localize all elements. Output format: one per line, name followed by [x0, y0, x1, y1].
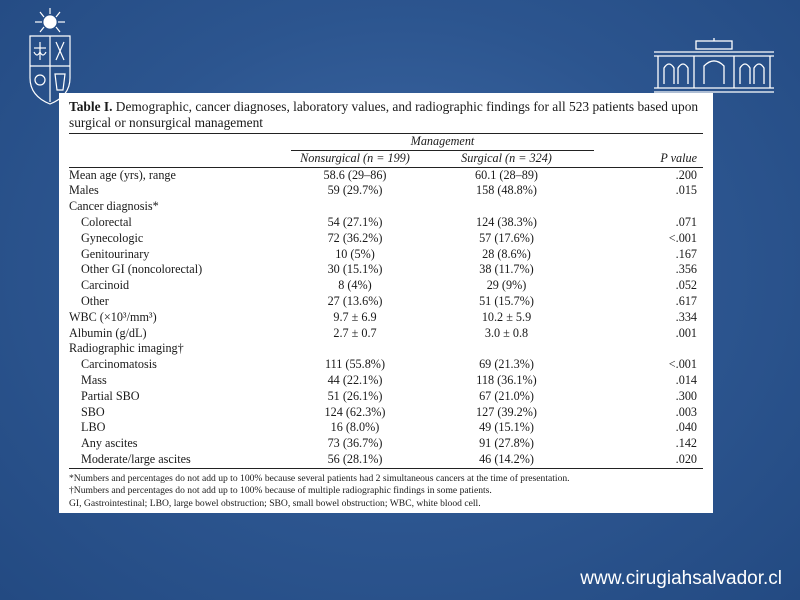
row-label: Other GI (noncolorectal): [81, 262, 203, 277]
cell-surgical: 127 (39.2%): [476, 404, 537, 419]
cell-pvalue: .003: [675, 404, 697, 419]
cell-pvalue: [594, 341, 703, 357]
cell-nonsurgical: 16 (8.0%): [330, 420, 380, 435]
row-label: Mean age (yrs), range: [69, 167, 291, 183]
cell-nonsurgical: 54 (27.1%): [327, 214, 383, 229]
cell-nonsurgical: 9.7 ± 6.9: [333, 309, 377, 324]
table-row: [69, 215, 703, 231]
table-row: [69, 389, 703, 405]
row-label: Other: [81, 293, 109, 308]
footnote-1: *Numbers and percentages do not add up to 100% because several patients had 2 simultaneous cancers at the time of presentation.: [69, 472, 570, 484]
cell-nonsurgical: 27 (13.6%): [327, 293, 383, 308]
cell-nonsurgical: 8 (4%): [338, 278, 372, 293]
row-label: Males: [69, 183, 99, 198]
cell-pvalue: [594, 199, 703, 215]
table-caption: [69, 99, 703, 131]
cell-pvalue: <.001: [668, 357, 697, 372]
cell-surgical: 3.0 ± 0.8: [484, 325, 529, 340]
table-row: [69, 199, 703, 215]
website-url: www.cirugiahsalvador.cl: [580, 568, 782, 589]
caption-text: Demographic, cancer diagnoses, laboratory values, and radiographic findings for all 523 patients based upon surgical or nonsurgical management: [69, 99, 699, 130]
cell-surgical: 29 (9%): [486, 278, 527, 293]
cell-nonsurgical: 2.7 ± 0.7: [333, 325, 377, 340]
row-label: LBO: [81, 420, 106, 435]
table-row: [69, 231, 703, 247]
cell-surgical: 118 (36.1%): [476, 372, 537, 387]
cell-pvalue: .015: [675, 183, 697, 198]
row-label: Any ascites: [81, 436, 138, 451]
cell-pvalue: <.001: [668, 230, 697, 245]
caption-label: Table I.: [69, 99, 113, 114]
row-label: Mass: [81, 372, 107, 387]
table-row: [69, 183, 703, 199]
row-label: Genitourinary: [81, 246, 150, 261]
cell-surgical: 49 (15.1%): [479, 420, 534, 435]
management-header: Management: [291, 134, 594, 150]
table-row: [69, 373, 703, 389]
table-row: [69, 405, 703, 421]
row-label: SBO: [81, 404, 105, 419]
table-row: [69, 357, 703, 373]
cell-pvalue: .040: [675, 420, 697, 435]
cell-nonsurgical: 59 (29.7%): [327, 183, 383, 198]
row-label: Partial SBO: [81, 388, 140, 403]
bottom-rule: [69, 468, 703, 469]
table-row: [69, 247, 703, 263]
hospital-building-icon: [652, 38, 776, 96]
cell-pvalue: .071: [675, 214, 697, 229]
cell-surgical: 38 (11.7%): [479, 262, 534, 277]
table-card: [59, 93, 713, 513]
cell-surgical: 67 (21.0%): [479, 388, 534, 403]
data-table: [69, 134, 703, 468]
cell-nonsurgical: 10 (5%): [335, 246, 375, 261]
cell-surgical: 51 (15.7%): [479, 293, 534, 308]
cell-surgical: 158 (48.8%): [476, 183, 537, 198]
cell-surgical: [419, 199, 594, 215]
row-label: Colorectal: [81, 214, 132, 229]
table-row: [69, 310, 703, 326]
table-row: [69, 278, 703, 294]
table-row: [69, 262, 703, 278]
row-label: WBC (×10³/mm³): [69, 309, 157, 324]
table-row: [69, 341, 703, 357]
col-header-nonsurgical: Nonsurgical (n = 199): [300, 150, 410, 165]
table-row: [69, 294, 703, 310]
cell-nonsurgical: 72 (36.2%): [327, 230, 383, 245]
cell-pvalue: .334: [675, 309, 697, 324]
row-label: Gynecologic: [81, 230, 144, 245]
cell-nonsurgical: 44 (22.1%): [327, 372, 383, 387]
cell-surgical: 57 (17.6%): [479, 230, 534, 245]
footnote-2: †Numbers and percentages do not add up to 100% because of multiple radiographic findings in some patients.: [69, 485, 492, 497]
row-label: Albumin (g/dL): [69, 325, 147, 340]
cell-surgical: 124 (38.3%): [476, 214, 537, 229]
cell-surgical: 69 (21.3%): [479, 357, 534, 372]
cell-pvalue: .052: [675, 278, 697, 293]
cell-pvalue: .014: [675, 372, 697, 387]
table-row: [69, 420, 703, 436]
row-label: Carcinoid: [81, 278, 130, 293]
col-header-pvalue: P value: [660, 150, 697, 165]
row-label: Radiographic imaging†: [69, 341, 184, 356]
row-label: Cancer diagnosis*: [69, 199, 159, 214]
cell-nonsurgical: 124 (62.3%): [324, 404, 386, 419]
col-header-surgical: Surgical (n = 324): [461, 150, 552, 165]
cell-pvalue: .617: [675, 293, 697, 308]
cell-nonsurgical: 51 (26.1%): [327, 388, 383, 403]
cell-pvalue: .300: [675, 388, 697, 403]
footnote-3: GI, Gastrointestinal; LBO, large bowel obstruction; SBO, small bowel obstruction; WBC, white blood cell.: [69, 497, 481, 509]
table-row: [69, 326, 703, 342]
cell-surgical: 91 (27.8%): [479, 436, 534, 451]
cell-pvalue: .001: [675, 325, 697, 340]
row-label: Carcinomatosis: [81, 357, 157, 372]
cell-pvalue: .167: [675, 246, 697, 261]
cell-pvalue: .200: [594, 167, 703, 183]
cell-surgical: 10.2 ± 5.9: [481, 309, 532, 324]
cell-surgical: 28 (8.6%): [482, 246, 531, 261]
cell-nonsurgical: 56 (28.1%): [327, 451, 383, 466]
cell-pvalue: .142: [675, 436, 697, 451]
cell-pvalue: .356: [675, 262, 697, 277]
cell-nonsurgical: 73 (36.7%): [327, 436, 383, 451]
cell-surgical: 60.1 (28–89): [419, 167, 594, 183]
table-row: [69, 436, 703, 452]
cell-pvalue: .020: [675, 451, 697, 466]
cell-nonsurgical: [291, 199, 419, 215]
row-label: Moderate/large ascites: [81, 451, 191, 466]
table-row: [69, 452, 703, 468]
cell-nonsurgical: 111 (55.8%): [324, 357, 386, 372]
cell-surgical: 46 (14.2%): [479, 451, 534, 466]
cell-nonsurgical: 58.6 (29–86): [291, 167, 419, 183]
footnotes: [69, 473, 703, 511]
cell-surgical: [419, 341, 594, 357]
table-row: [69, 167, 703, 183]
cell-nonsurgical: 30 (15.1%): [327, 262, 383, 277]
cell-nonsurgical: [291, 341, 419, 357]
